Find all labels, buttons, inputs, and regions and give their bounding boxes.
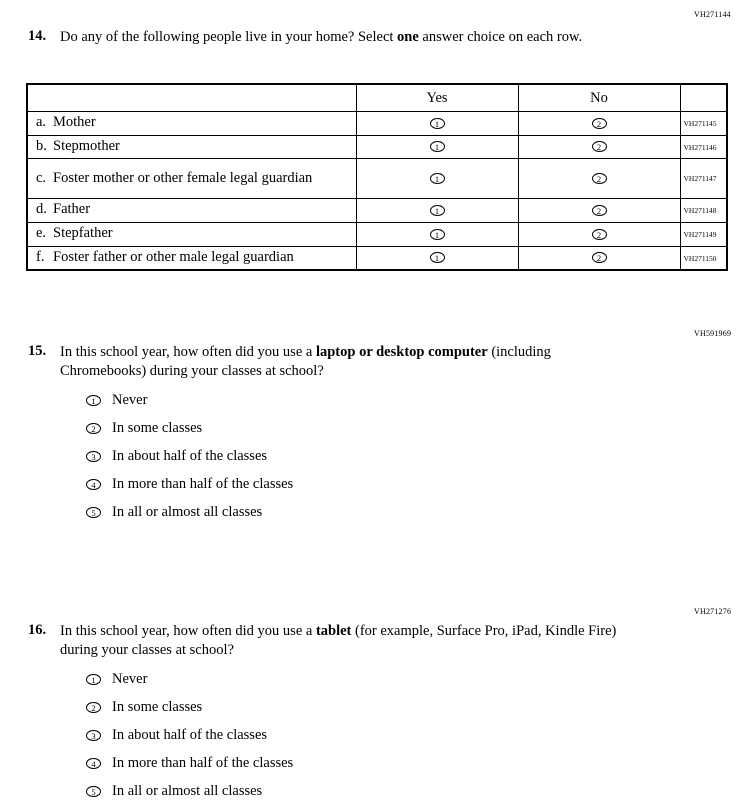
- bubble[interactable]: 1: [430, 173, 445, 184]
- option-never[interactable]: [86, 665, 293, 693]
- q16-text-part-1: In this school year, how often did you use a: [60, 623, 316, 639]
- bubble[interactable]: 2: [86, 702, 101, 713]
- bubble[interactable]: 1: [86, 674, 101, 685]
- matrix-header-yes: Yes: [356, 84, 518, 112]
- row-varid: VH271148: [680, 199, 727, 223]
- radio-foster-mother-yes[interactable]: [356, 159, 518, 199]
- variable-id-q14: VH271144: [694, 10, 731, 19]
- radio-father-no[interactable]: [518, 199, 680, 223]
- q14-text-part-2: one: [397, 29, 419, 45]
- option-label: Never: [112, 671, 148, 687]
- option-label: In some classes: [112, 699, 203, 715]
- row-varid: VH271147: [680, 159, 727, 199]
- question-14-matrix: [26, 83, 728, 271]
- question-16-text: [60, 622, 635, 660]
- option-label: In more than half of the classes: [112, 755, 294, 771]
- q14-text-part-3: answer choice on each row.: [418, 29, 583, 45]
- row-letter: c.: [36, 169, 47, 186]
- q15-text-part-3: (including Chromebooks) during your classes at school?: [60, 344, 551, 379]
- bubble[interactable]: 1: [86, 395, 101, 406]
- bubble[interactable]: 2: [592, 252, 607, 263]
- radio-stepfather-no[interactable]: [518, 223, 680, 247]
- radio-stepmother-no[interactable]: [518, 135, 680, 159]
- question-15: [28, 343, 638, 381]
- row-varid: VH271145: [680, 112, 727, 136]
- option-label: Never: [112, 392, 148, 408]
- q15-text-part-2: laptop or desktop computer: [315, 344, 488, 360]
- matrix-header-varid: [680, 84, 727, 112]
- bubble[interactable]: 1: [430, 205, 445, 216]
- option-more-than-half[interactable]: [86, 749, 293, 777]
- option-about-half[interactable]: [86, 721, 293, 749]
- q15-text-part-1: In this school year, how often did you use a: [60, 344, 316, 360]
- option-some-classes[interactable]: [86, 414, 293, 442]
- table-row: [27, 246, 727, 270]
- row-varid: VH271150: [680, 246, 727, 270]
- question-14: [28, 28, 638, 47]
- row-label-mother: [27, 112, 356, 136]
- row-label-foster-mother: [27, 159, 356, 199]
- row-label-stepmother: [27, 135, 356, 159]
- q14-text-part-1: Do any of the following people live in your home? Select: [60, 29, 398, 45]
- table-row: [27, 159, 727, 199]
- bubble[interactable]: 1: [430, 229, 445, 240]
- row-text: Father: [53, 201, 91, 218]
- bubble[interactable]: 2: [592, 118, 607, 129]
- q16-text-part-2: tablet: [315, 623, 352, 639]
- matrix-header-no: No: [518, 84, 680, 112]
- bubble[interactable]: 2: [86, 423, 101, 434]
- row-letter: f.: [36, 248, 45, 265]
- question-16-options: [86, 665, 293, 805]
- bubble[interactable]: 4: [86, 758, 101, 769]
- bubble[interactable]: 5: [86, 507, 101, 518]
- row-text: Foster mother or other female legal guardian: [53, 169, 313, 186]
- row-label-father: [27, 199, 356, 223]
- matrix-header-row: [27, 84, 727, 112]
- radio-foster-father-no[interactable]: [518, 246, 680, 270]
- option-label: In about half of the classes: [112, 727, 268, 743]
- row-letter: a.: [36, 114, 47, 130]
- radio-foster-mother-no[interactable]: [518, 159, 680, 199]
- bubble[interactable]: 5: [86, 786, 101, 797]
- table-row: [27, 135, 727, 159]
- option-label: In all or almost all classes: [112, 783, 263, 799]
- question-15-text: [60, 343, 635, 381]
- option-never[interactable]: [86, 386, 293, 414]
- option-label: In about half of the classes: [112, 448, 268, 464]
- row-letter: d.: [36, 201, 47, 218]
- variable-id-q16: VH271276: [694, 607, 732, 616]
- question-15-number: 15.: [28, 343, 47, 359]
- bubble[interactable]: 2: [592, 229, 607, 240]
- option-more-than-half[interactable]: [86, 470, 293, 498]
- q16-text-part-3: (for example, Surface Pro, iPad, Kindle Fire) during your classes at school?: [60, 623, 617, 658]
- question-14-number: 14.: [28, 28, 47, 44]
- radio-foster-father-yes[interactable]: [356, 246, 518, 270]
- row-letter: b.: [36, 137, 47, 154]
- question-15-options: [86, 386, 293, 526]
- bubble[interactable]: 3: [86, 451, 101, 462]
- option-all-or-almost-all[interactable]: [86, 777, 293, 805]
- row-letter: e.: [36, 225, 47, 242]
- row-text: Stepmother: [53, 137, 120, 154]
- row-text: Foster father or other male legal guardian: [53, 248, 294, 265]
- radio-father-yes[interactable]: [356, 199, 518, 223]
- bubble[interactable]: 1: [430, 118, 445, 129]
- row-varid: VH271149: [680, 223, 727, 247]
- option-label: In more than half of the classes: [112, 476, 294, 492]
- bubble[interactable]: 2: [592, 205, 607, 216]
- bubble[interactable]: 2: [592, 173, 607, 184]
- row-text: Mother: [53, 114, 96, 130]
- bubble[interactable]: 1: [430, 141, 445, 152]
- question-16: [28, 622, 638, 660]
- bubble[interactable]: 2: [592, 141, 607, 152]
- question-14-text: [60, 28, 635, 47]
- bubble[interactable]: 3: [86, 730, 101, 741]
- table-row: [27, 199, 727, 223]
- table-row: [27, 112, 727, 136]
- row-label-foster-father: [27, 246, 356, 270]
- radio-mother-yes[interactable]: [356, 112, 518, 136]
- radio-stepfather-yes[interactable]: [356, 223, 518, 247]
- option-label: In all or almost all classes: [112, 504, 263, 520]
- row-label-stepfather: [27, 223, 356, 247]
- matrix-header-blank: [27, 84, 356, 112]
- bubble[interactable]: 4: [86, 479, 101, 490]
- option-some-classes[interactable]: [86, 693, 293, 721]
- radio-mother-no[interactable]: [518, 112, 680, 136]
- option-all-or-almost-all[interactable]: [86, 498, 293, 526]
- radio-stepmother-yes[interactable]: [356, 135, 518, 159]
- option-label: In some classes: [112, 420, 203, 436]
- option-about-half[interactable]: [86, 442, 293, 470]
- table-row: [27, 223, 727, 247]
- variable-id-q15: VH591969: [694, 329, 732, 338]
- row-text: Stepfather: [53, 225, 113, 242]
- row-varid: VH271146: [680, 135, 727, 159]
- question-16-number: 16.: [28, 622, 47, 638]
- bubble[interactable]: 1: [430, 252, 445, 263]
